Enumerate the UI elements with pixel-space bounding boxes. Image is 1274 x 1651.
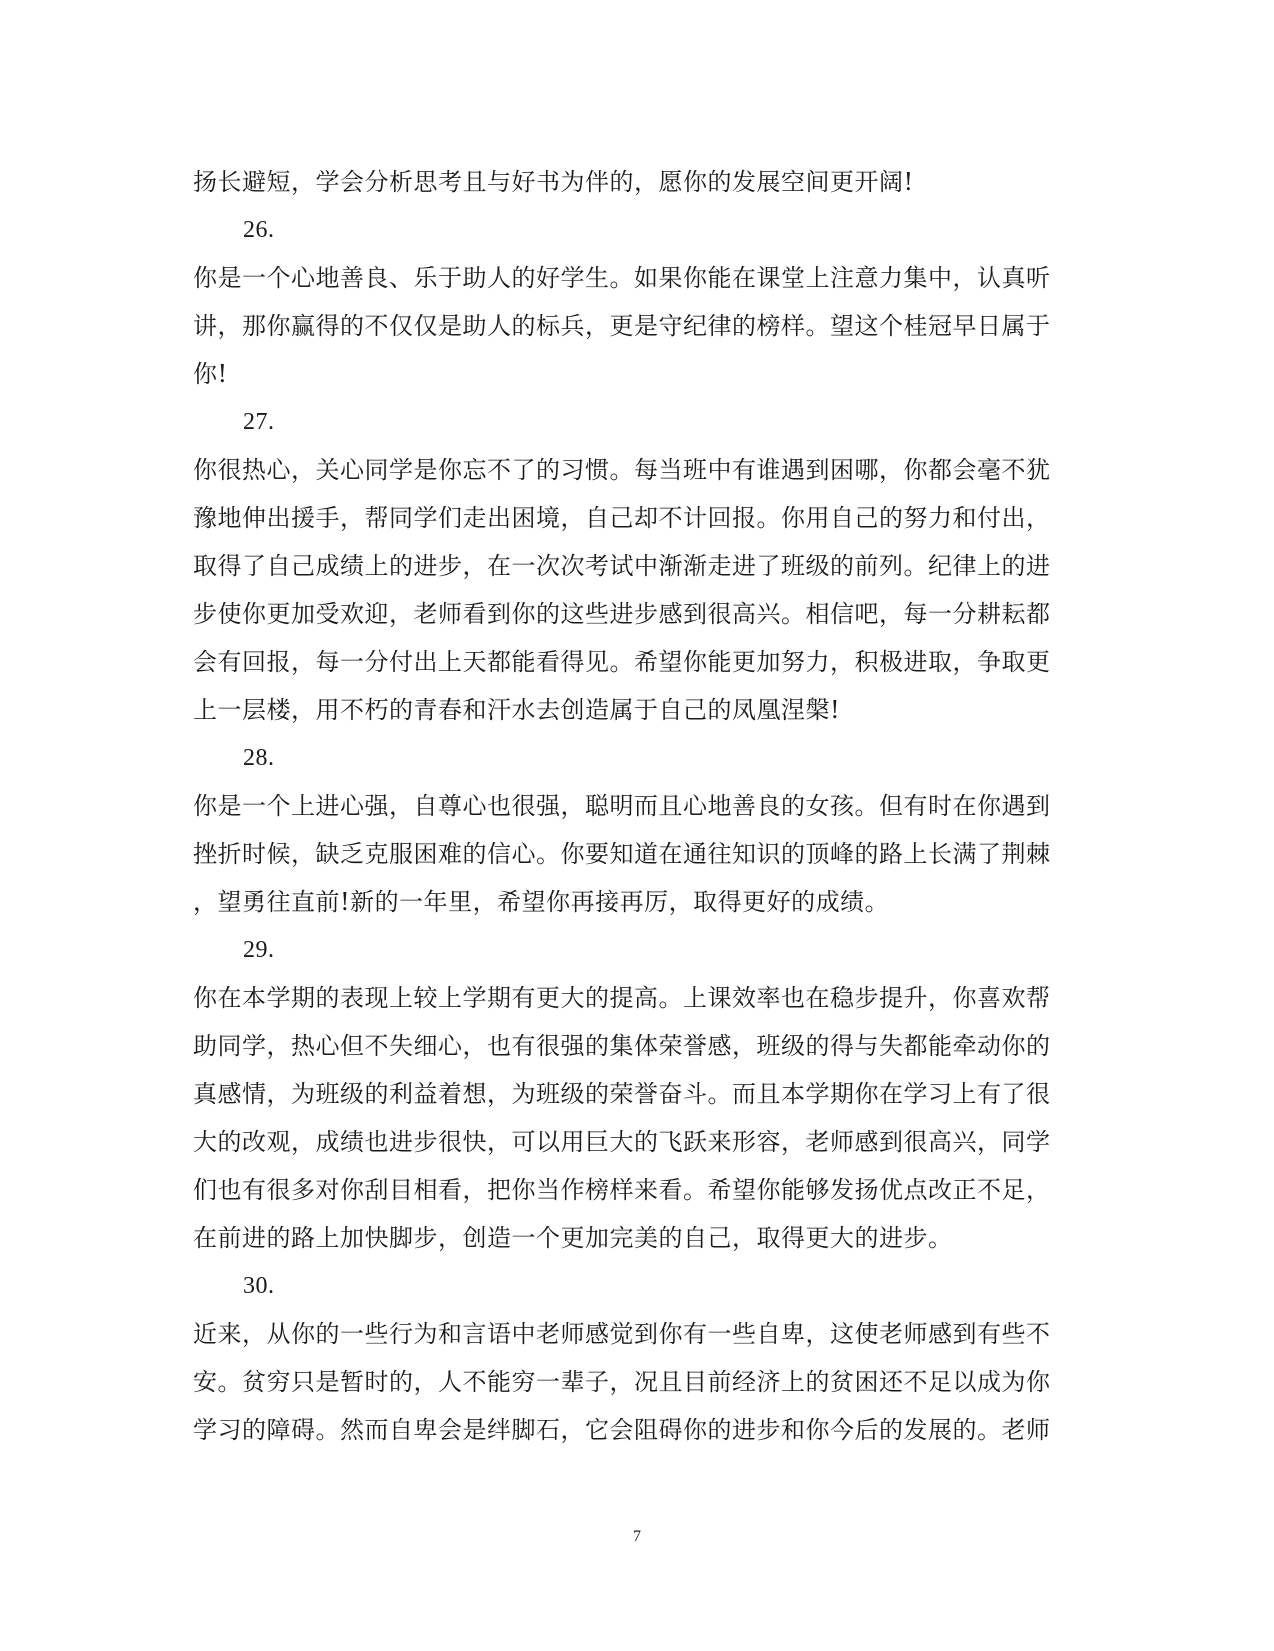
text-line: 会有回报，每一分付出上天都能看得见。希望你能更加努力，积极进取，争取更 [193,648,1051,676]
text-line: ，望勇往直前!新的一年里，希望你再接再厉，取得更好的成绩。 [193,888,890,916]
text-line: 取得了自己成绩上的进步，在一次次考试中渐渐走进了班级的前列。纪律上的进 [193,552,1051,580]
text-line: 扬长避短，学会分析思考且与好书为伴的，愿你的发展空间更开阔! [193,168,914,196]
item-number: 28. [243,745,275,771]
text-line: 上一层楼，用不朽的青春和汗水去创造属于自己的凤凰涅槃! [193,696,841,724]
page-number: 7 [633,1528,641,1545]
item-number: 29. [243,937,275,963]
text-line: 真感情，为班级的利益着想，为班级的荣誉奋斗。而且本学期你在学习上有了很 [193,1080,1051,1108]
text-line: 步使你更加受欢迎，老师看到你的这些进步感到很高兴。相信吧，每一分耕耘都 [193,600,1051,628]
text-line: 们也有很多对你刮目相看，把你当作榜样来看。希望你能够发扬优点改正不足， [193,1176,1051,1204]
text-line: 助同学，热心但不失细心，也有很强的集体荣誉感，班级的得与失都能牵动你的 [193,1032,1051,1060]
text-line: 近来，从你的一些行为和言语中老师感觉到你有一些自卑，这使老师感到有些不 [193,1320,1051,1348]
text-line: 讲，那你赢得的不仅仅是助人的标兵，更是守纪律的榜样。望这个桂冠早日属于 [193,312,1051,340]
item-number: 26. [243,217,275,243]
text-line: 在前进的路上加快脚步，创造一个更加完美的自己，取得更大的进步。 [193,1224,953,1252]
text-line: 你! [193,360,228,388]
text-line: 你是一个心地善良、乐于助人的好学生。如果你能在课堂上注意力集中，认真听 [193,264,1051,292]
text-line: 大的改观，成绩也进步很快，可以用巨大的飞跃来形容，老师感到很高兴，同学 [193,1128,1051,1156]
text-line: 学习的障碍。然而自卑会是绊脚石，它会阻碍你的进步和你今后的发展的。老师 [193,1416,1051,1444]
text-line: 你是一个上进心强，自尊心也很强，聪明而且心地善良的女孩。但有时在你遇到 [193,792,1051,820]
document-body [193,158,1083,1454]
text-line: 你在本学期的表现上较上学期有更大的提高。上课效率也在稳步提升，你喜欢帮 [193,984,1051,1012]
item-number: 27. [243,409,275,435]
text-line: 挫折时候，缺乏克服困难的信心。你要知道在通往知识的顶峰的路上长满了荆棘 [193,840,1051,868]
text-line: 豫地伸出援手，帮同学们走出困境，自己却不计回报。你用自己的努力和付出， [193,504,1051,532]
item-number: 30. [243,1273,275,1299]
text-line: 你很热心，关心同学是你忘不了的习惯。每当班中有谁遇到困哪，你都会毫不犹 [193,456,1051,484]
text-line: 安。贫穷只是暂时的，人不能穷一辈子，况且目前经济上的贫困还不足以成为你 [193,1368,1051,1396]
